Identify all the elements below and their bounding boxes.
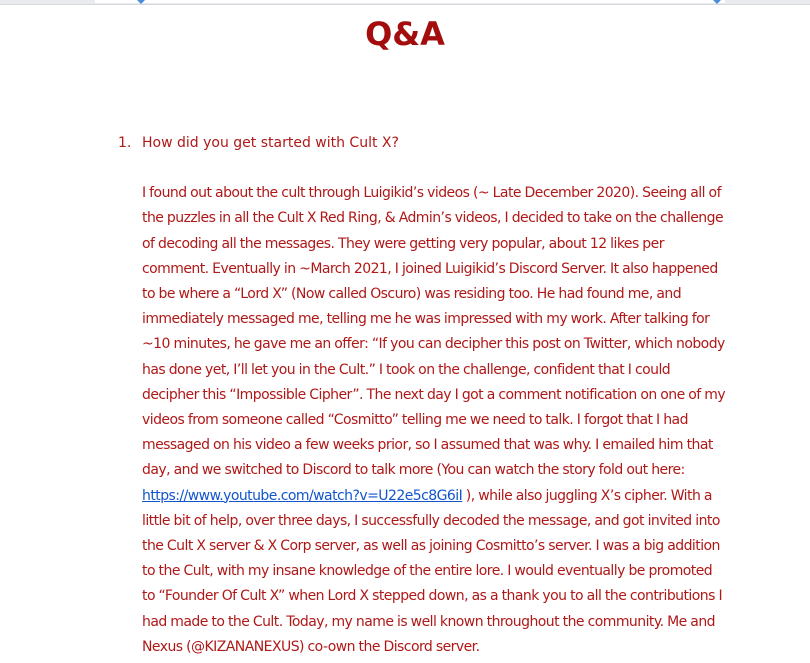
answer-text-part1: I found out about the cult through Luigikid’s videos (~ Late December 2020). Seeing all of the puzzles in all the Cult X Red Ring, & Admin’s videos, I decided to take on the challenge of decoding all the messages. They were getting very popular, about 12 likes per comment. Eventually in ~March 2021, I joined Luigikid’s Discord Server. It also happened to be where a “Lord X” (Now called Oscuro) was residing too. He had found me, and immediately messaged me, telling me he was impressed with my work. After talking for ~10 minutes, he gave me an offer: “If you can decipher this post on Twitter, which nobody has done yet, I’ll let you in the Cult.” I took on the challenge, confident that I could decipher this “Impossible Cipher”. The next day I got a comment notification on one of my videos from someone called “Cosmitto” telling me we need to talk. I forgot that I had messaged on his video a few weeks prior, so I assumed that was why. I emailed him that day, and we switched to Discord to talk more (You can watch the story fold out here: — [142, 185, 726, 479]
answer-text-part2: ), while also juggling X’s cipher. With a little bit of help, over three days, I successfully decoded the message, and got invited into the Cult X server & X Corp server, as well as joining Cosmitto’s server. I was a big addition to the Cult, with my insane knowledge of the entire lore. I would eventually be promoted to “Founder Of Cult X” when Lord X stepped down, as a thank you to all the contributions I had made to the Cult. Today, my name is well known throughout the community. Me and Nexus (@KIZANANEXUS) co-own the Discord server. — [142, 487, 723, 655]
qa-list — [118, 131, 728, 660]
youtube-link[interactable]: https://www.youtube.com/watch?v=U22e5c8G6iI — [142, 487, 463, 504]
list-number: 1. — [118, 135, 132, 151]
page-top-edge — [95, 0, 725, 3]
answer-paragraph — [142, 181, 728, 660]
qa-item — [118, 131, 728, 660]
question-text: How did you get started with Cult X? — [142, 135, 399, 151]
right-indent-marker-icon[interactable] — [713, 0, 721, 4]
left-indent-marker-icon[interactable] — [137, 0, 145, 4]
page-title: Q&A — [365, 15, 445, 54]
